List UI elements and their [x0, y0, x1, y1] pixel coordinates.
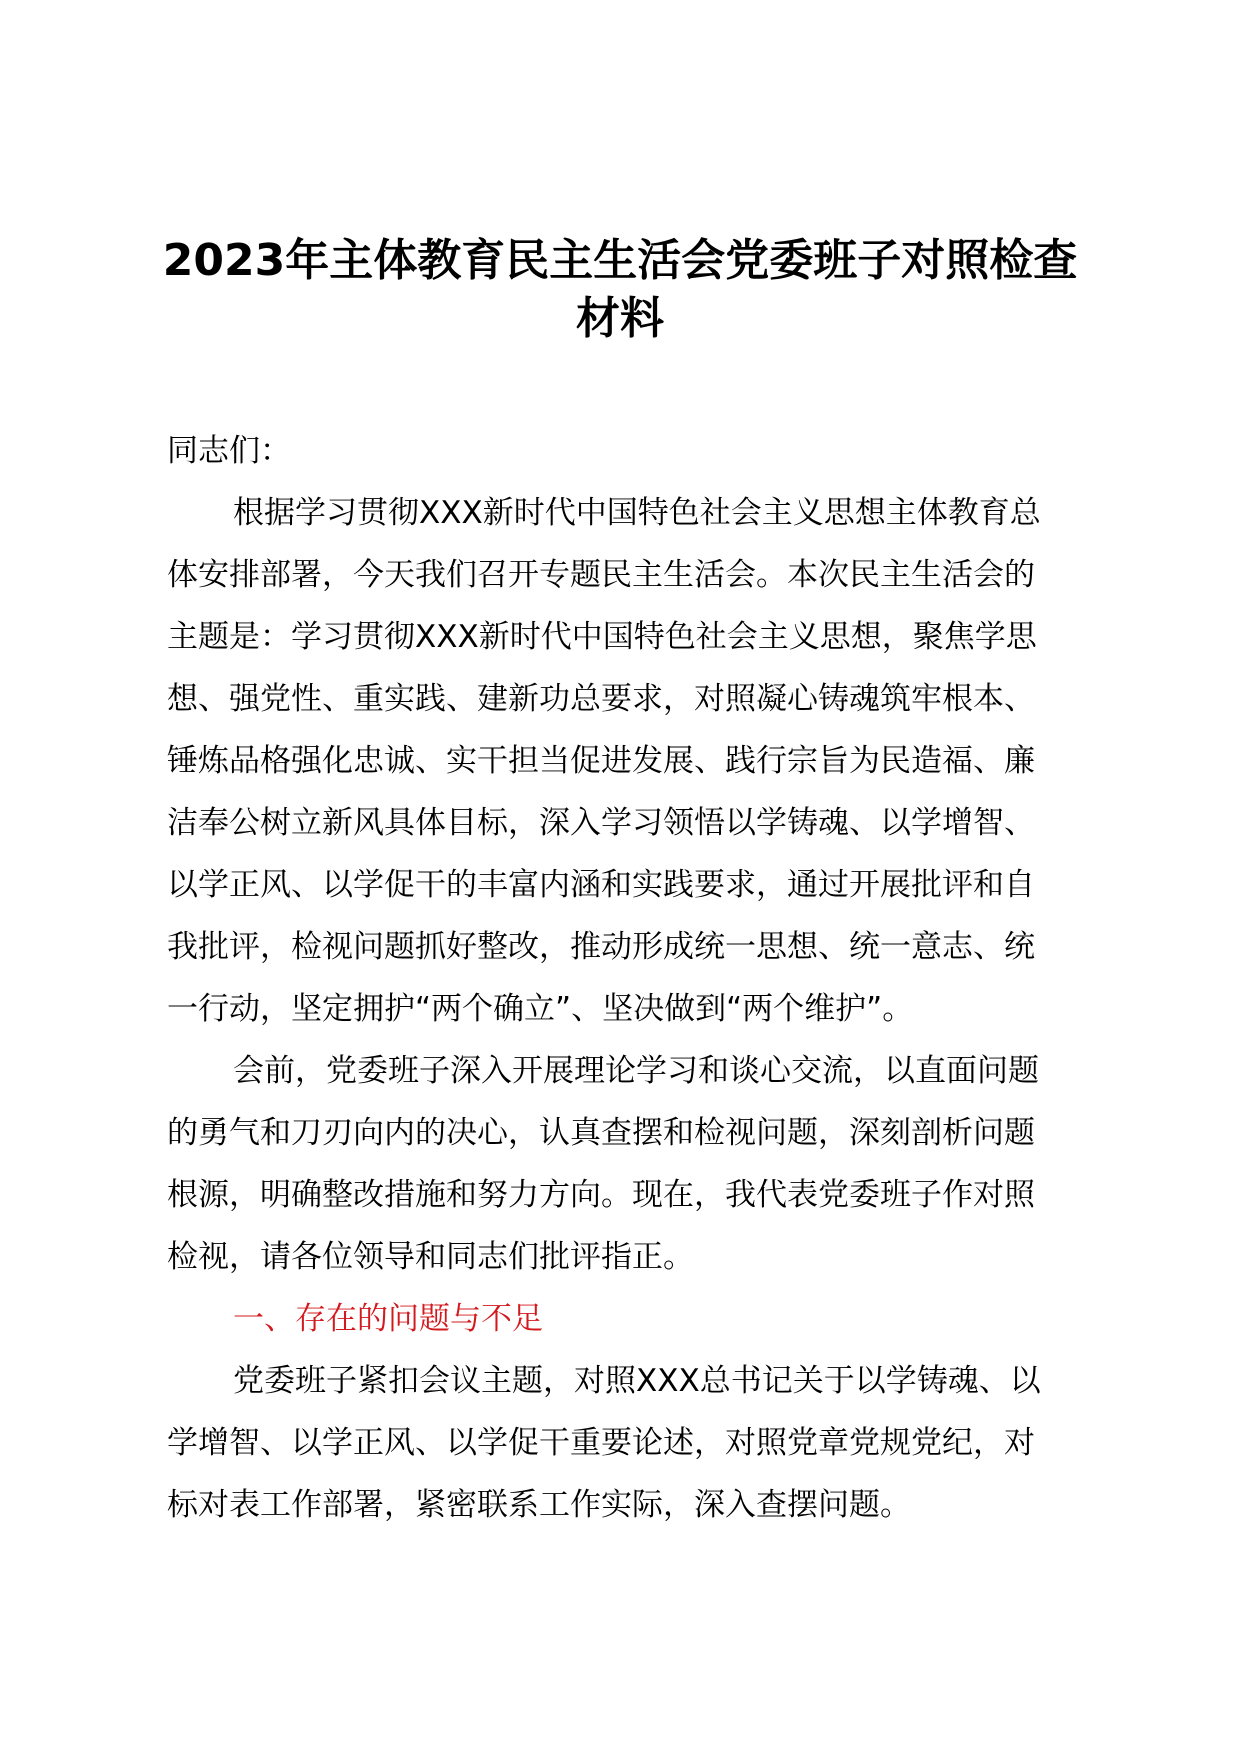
- salutation-text: 同志们：: [167, 433, 291, 469]
- paragraph-line: 洁奉公树立新风具体目标，深入学习领悟以学铸魂、以学增智、: [167, 805, 1035, 841]
- paragraph-line: 根据学习贯彻XXX新时代中国特色社会主义思想主体教育总: [233, 495, 1041, 531]
- section-heading: [167, 1288, 1102, 1350]
- paragraph-line: 主题是：学习贯彻XXX新时代中国特色社会主义思想，聚焦学思: [167, 619, 1037, 655]
- title-line-1: 2023年主体教育民主生活会党委班子对照检查: [162, 235, 1078, 286]
- salutation: [167, 420, 1102, 482]
- paragraph-line: 锤炼品格强化忠诚、实干担当促进发展、践行宗旨为民造福、廉: [167, 743, 1035, 779]
- paragraph-line: 体安排部署，今天我们召开专题民主生活会。本次民主生活会的: [167, 557, 1035, 593]
- paragraph-line: 想、强党性、重实践、建新功总要求，对照凝心铸魂筑牢根本、: [167, 681, 1035, 717]
- paragraph-line: 我批评，检视问题抓好整改，推动形成统一思想、统一意志、统: [167, 929, 1035, 965]
- paragraph-line: 会前，党委班子深入开展理论学习和谈心交流，以直面问题: [233, 1053, 1039, 1089]
- document-body: [167, 420, 1102, 1536]
- paragraph-line: 根源，明确整改措施和努力方向。现在，我代表党委班子作对照: [167, 1177, 1035, 1213]
- paragraph-line: 检视，请各位领导和同志们批评指正。: [167, 1239, 694, 1275]
- paragraph-line: 一行动，坚定拥护“两个确立”、坚决做到“两个维护”。: [167, 991, 914, 1027]
- title-line-2: 材料: [576, 293, 664, 344]
- paragraph-line: 标对表工作部署，紧密联系工作实际，深入查摆问题。: [167, 1487, 911, 1523]
- paragraph-line: 的勇气和刀刃向内的决心，认真查摆和检视问题，深刻剖析问题: [167, 1115, 1035, 1151]
- paragraph-line: 党委班子紧扣会议主题，对照XXX总书记关于以学铸魂、以: [233, 1363, 1041, 1399]
- paragraph-intro: [167, 482, 1102, 1040]
- section-heading-text: 一、存在的问题与不足: [233, 1301, 543, 1337]
- paragraph-section-1: [167, 1350, 1102, 1536]
- paragraph-line: 以学正风、以学促干的丰富内涵和实践要求，通过开展批评和自: [167, 867, 1035, 903]
- document-title: [140, 232, 1100, 348]
- paragraph-pre-meeting: [167, 1040, 1102, 1288]
- paragraph-line: 学增智、以学正风、以学促干重要论述，对照党章党规党纪，对: [167, 1425, 1035, 1461]
